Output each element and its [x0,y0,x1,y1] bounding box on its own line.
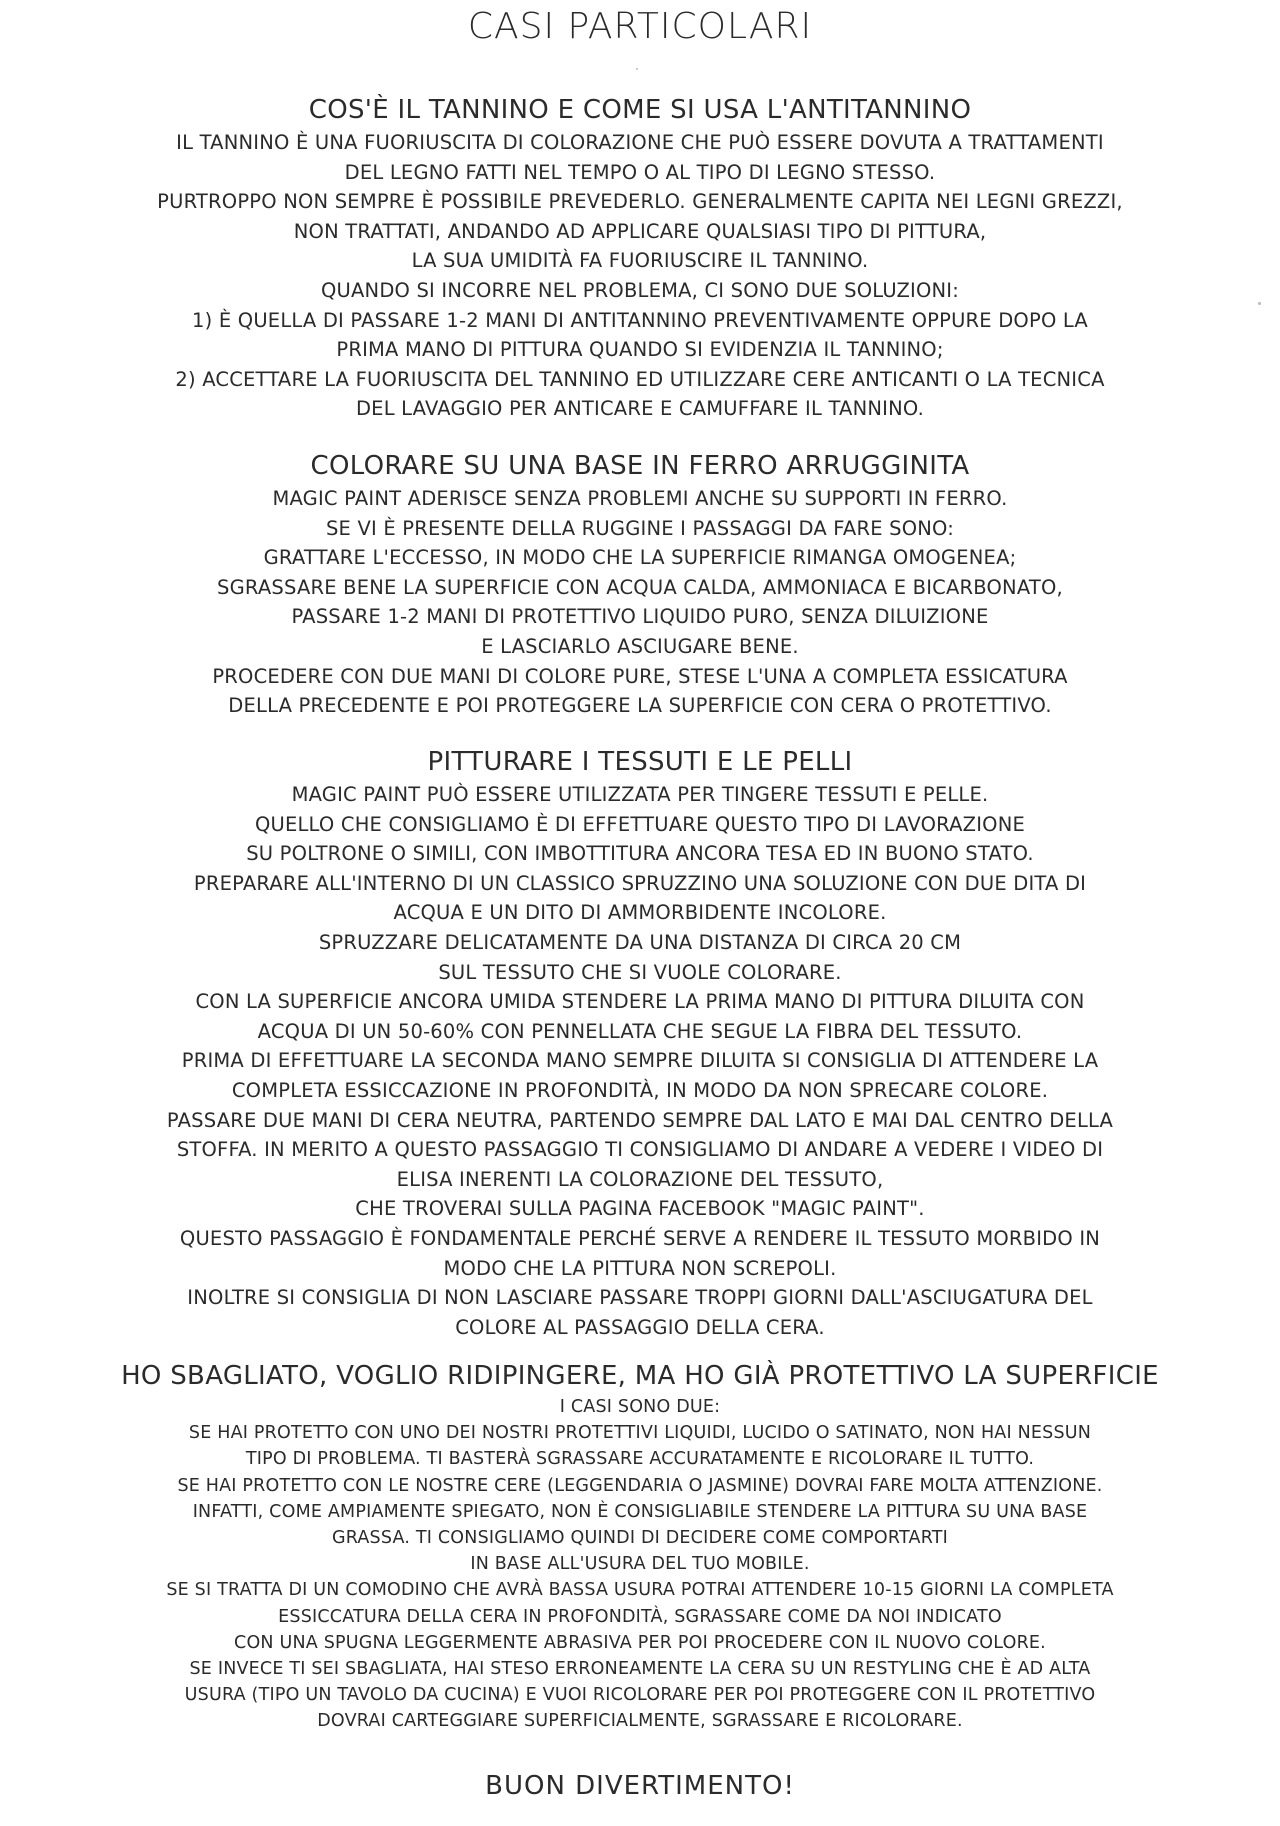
text-line: COMPLETA ESSICCAZIONE IN PROFONDITÀ, IN MODO DA NON SPRECARE COLORE. [231,1078,1049,1102]
page-title: CASI PARTICOLARI [467,6,813,47]
text-line: MODO CHE LA PITTURA NON SCREPOLI. [443,1256,837,1280]
text-line: IN BASE ALL'USURA DEL TUO MOBILE. [470,1554,810,1575]
text-line: SE VI È PRESENTE DELLA RUGGINE I PASSAGGI DA FARE SONO: [325,516,955,540]
text-line: DEL LAVAGGIO PER ANTICARE E CAMUFFARE IL TANNINO. [355,397,925,421]
text-line: SGRASSARE BENE LA SUPERFICIE CON ACQUA CALDA, AMMONIACA E BICARBONATO, [217,575,1063,599]
text-line: MAGIC PAINT PUÒ ESSERE UTILIZZATA PER TINGERE TESSUTI E PELLE. [291,783,989,806]
section-repaint-protected [0,1358,1280,1735]
text-line: DELLA PRECEDENTE E POI PROTEGGERE LA SUPERFICIE CON CERA O PROTETTIVO. [228,694,1052,718]
text-line: PURTROPPO NON SEMPRE È POSSIBILE PREVEDERLO. GENERALMENTE CAPITA NEI LEGNI GREZZI, [157,190,1123,214]
text-line: INFATTI, COME AMPIAMENTE SPIEGATO, NON È CONSIGLIABILE STENDERE LA PITTURA SU UNA BASE [192,1501,1088,1522]
section-heading: COS'È IL TANNINO E COME SI USA L'ANTITANNINO [308,95,972,125]
text-line: SPRUZZARE DELICATAMENTE DA UNA DISTANZA DI CIRCA 20 CM [318,930,962,954]
text-line: SE HAI PROTETTO CON UNO DEI NOSTRI PROTETTIVI LIQUIDI, LUCIDO O SATINATO, NON HAI NESSUN [188,1423,1092,1444]
text-line: PROCEDERE CON DUE MANI DI COLORE PURE, STESE L'UNA A COMPLETA ESSICATURA [212,664,1068,688]
section-body [0,780,1280,1342]
text-line: SU POLTRONE O SIMILI, CON IMBOTTITURA ANCORA TESA ED IN BUONO STATO. [246,842,1034,866]
text-line: PASSARE DUE MANI DI CERA NEUTRA, PARTENDO SEMPRE DAL LATO E MAI DAL CENTRO DELLA [166,1108,1114,1132]
text-line: CON LA SUPERFICIE ANCORA UMIDA STENDERE LA PRIMA MANO DI PITTURA DILUITA CON [195,990,1085,1014]
text-line: STOFFA. IN MERITO A QUESTO PASSAGGIO TI CONSIGLIAMO DI ANDARE A VEDERE I VIDEO DI [176,1138,1104,1162]
scan-speck [636,68,638,70]
text-line: DEL LEGNO FATTI NEL TEMPO O AL TIPO DI LEGNO STESSO. [344,160,936,184]
text-line: CHE TROVERAI SULLA PAGINA FACEBOOK "MAGIC PAINT". [355,1197,925,1221]
text-line: ACQUA DI UN 50-60% CON PENNELLATA CHE SEGUE LA FIBRA DEL TESSUTO. [257,1019,1023,1043]
text-line: QUELLO CHE CONSIGLIAMO È DI EFFETTUARE QUESTO TIPO DI LAVORAZIONE [254,812,1026,836]
text-line: GRASSA. TI CONSIGLIAMO QUINDI DI DECIDERE COME COMPORTARTI [331,1528,949,1549]
section-tannin [0,92,1280,424]
section-rusty-iron [0,448,1280,721]
text-line: COLORE AL PASSAGGIO DELLA CERA. [455,1315,825,1339]
text-line: LA SUA UMIDITÀ FA FUORIUSCIRE IL TANNINO. [411,249,869,273]
text-line: SE HAI PROTETTO CON LE NOSTRE CERE (LEGGENDARIA O JASMINE) DOVRAI FARE MOLTA ATTENZIONE. [177,1475,1103,1496]
text-line: MAGIC PAINT ADERISCE SENZA PROBLEMI ANCHE SU SUPPORTI IN FERRO. [272,487,1008,510]
scan-speck [1258,302,1261,305]
text-line: I CASI SONO DUE: [559,1397,721,1417]
text-line: INOLTRE SI CONSIGLIA DI NON LASCIARE PASSARE TROPPI GIORNI DALL'ASCIUGATURA DEL [187,1286,1093,1310]
text-line: 1) È QUELLA DI PASSARE 1-2 MANI DI ANTITANNINO PREVENTIVAMENTE OPPURE DOPO LA [192,308,1088,332]
section-body [0,484,1280,721]
text-line: SUL TESSUTO CHE SI VUOLE COLORARE. [438,960,842,984]
text-line: SE SI TRATTA DI UN COMODINO CHE AVRÀ BASSA USURA POTRAI ATTENDERE 10-15 GIORNI LA COMPLETA [166,1580,1114,1601]
text-line: 2) ACCETTARE LA FUORIUSCITA DEL TANNINO ED UTILIZZARE CERE ANTICANTI O LA TECNICA [175,367,1105,391]
text-line: PRIMA DI EFFETTUARE LA SECONDA MANO SEMPRE DILUITA SI CONSIGLIA DI ATTENDERE LA [181,1049,1099,1073]
text-line: QUESTO PASSAGGIO È FONDAMENTALE PERCHÉ SERVE A RENDERE IL TESSUTO MORBIDO IN [179,1226,1101,1250]
text-line: CON UNA SPUGNA LEGGERMENTE ABRASIVA PER POI PROCEDERE CON IL NUOVO COLORE. [234,1632,1046,1653]
text-line: ACQUA E UN DITO DI AMMORBIDENTE INCOLORE. [393,901,887,925]
text-line: IL TANNINO È UNA FUORIUSCITA DI COLORAZIONE CHE PUÒ ESSERE DOVUTA A TRATTAMENTI [176,131,1104,154]
closing-message: BUON DIVERTIMENTO! [485,1771,795,1801]
text-line: USURA (TIPO UN TAVOLO DA CUCINA) E VUOI RICOLORARE PER POI PROTEGGERE CON IL PROTETTIVO [184,1685,1096,1706]
section-body [0,1394,1280,1735]
section-body [0,128,1280,424]
text-line: GRATTARE L'ECCESSO, IN MODO CHE LA SUPERFICIE RIMANGA OMOGENEA; [263,546,1017,570]
text-line: PRIMA MANO DI PITTURA QUANDO SI EVIDENZIA IL TANNINO; [336,338,944,362]
section-heading: PITTURARE I TESSUTI E LE PELLI [427,747,853,777]
text-line: PREPARARE ALL'INTERNO DI UN CLASSICO SPRUZZINO UNA SOLUZIONE CON DUE DITA DI [193,871,1087,895]
text-line: QUANDO SI INCORRE NEL PROBLEMA, CI SONO DUE SOLUZIONI: [320,278,960,302]
section-heading: COLORARE SU UNA BASE IN FERRO ARRUGGINITA [310,451,970,481]
text-line: E LASCIARLO ASCIUGARE BENE. [481,634,799,658]
text-line: PASSARE 1-2 MANI DI PROTETTIVO LIQUIDO PURO, SENZA DILUIZIONE [291,605,989,629]
text-line: NON TRATTATI, ANDANDO AD APPLICARE QUALSIASI TIPO DI PITTURA, [293,219,987,243]
text-line: DOVRAI CARTEGGIARE SUPERFICIALMENTE, SGRASSARE E RICOLORARE. [317,1711,963,1732]
text-line: SE INVECE TI SEI SBAGLIATA, HAI STESO ERRONEAMENTE LA CERA SU UN RESTYLING CHE È AD ALTA [189,1659,1091,1680]
section-heading: HO SBAGLIATO, VOGLIO RIDIPINGERE, MA HO GIÀ PROTETTIVO LA SUPERFICIE [121,1361,1159,1391]
text-line: ELISA INERENTI LA COLORAZIONE DEL TESSUTO, [396,1167,884,1191]
text-line: ESSICCATURA DELLA CERA IN PROFONDITÀ, SGRASSARE COME DA NOI INDICATO [278,1606,1002,1627]
text-line: TIPO DI PROBLEMA. TI BASTERÀ SGRASSARE ACCURATAMENTE E RICOLORARE IL TUTTO. [245,1449,1035,1470]
section-fabrics-leather [0,744,1280,1342]
